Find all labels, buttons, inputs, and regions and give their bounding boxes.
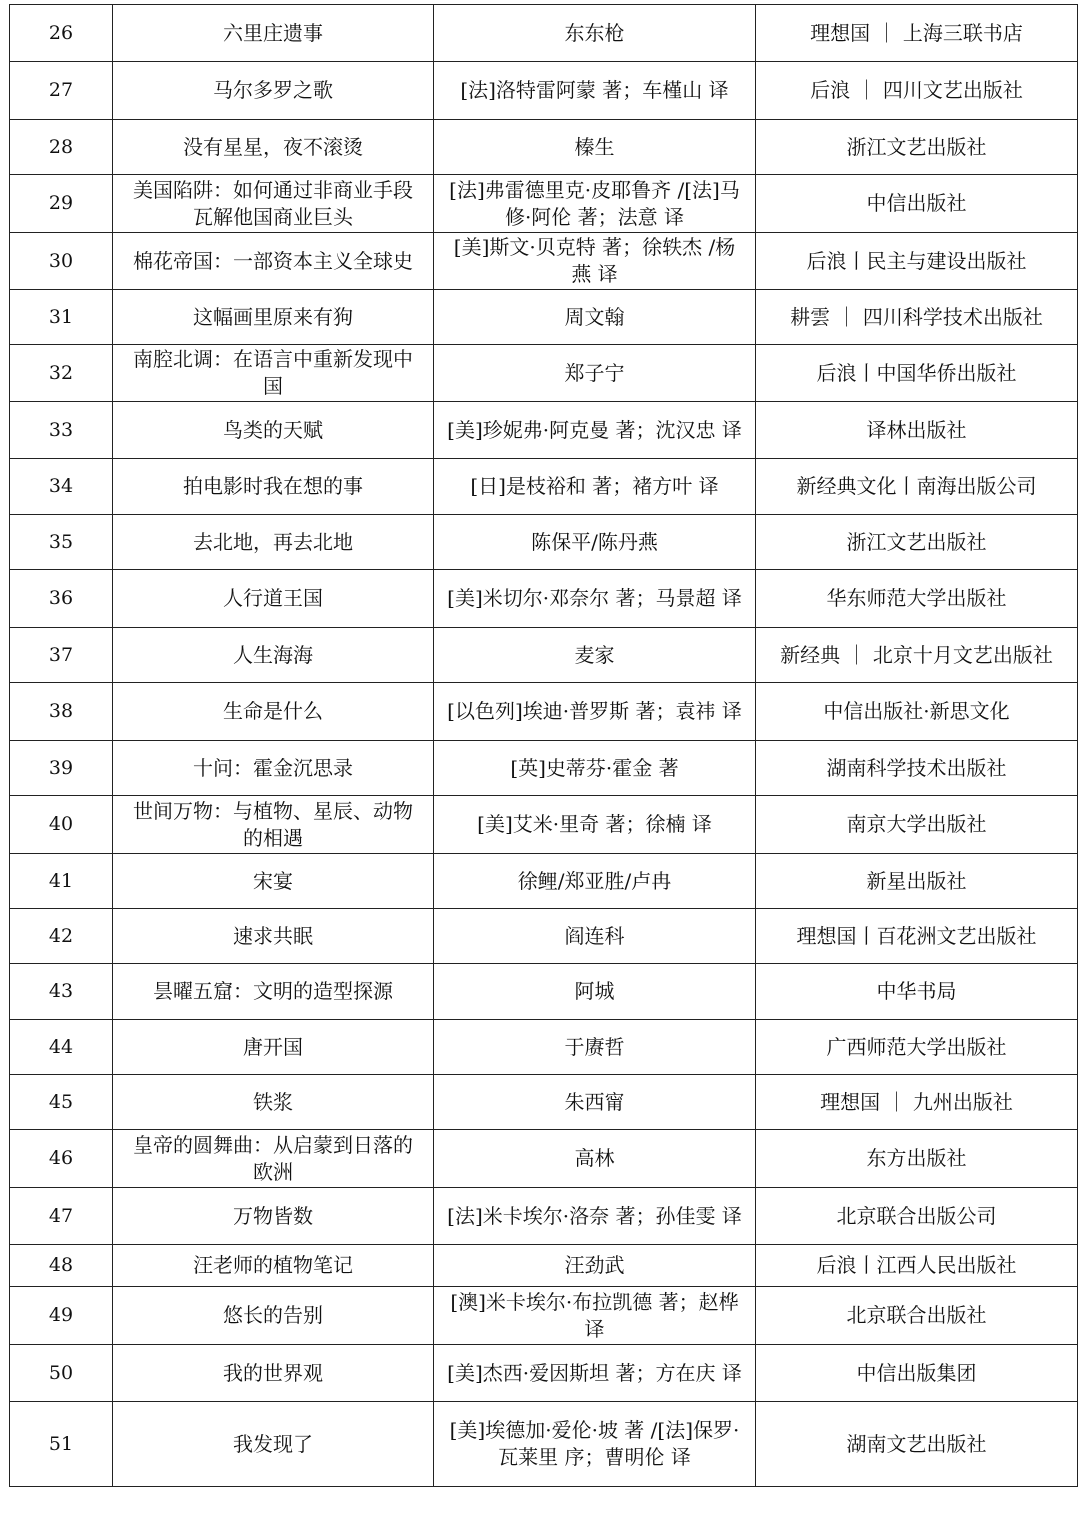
table-row [10,1020,1078,1075]
book-publisher: 后浪丨江西人民出版社 [756,1245,1078,1287]
book-author: [美]珍妮弗·阿克曼 著；沈汉忠 译 [434,402,756,459]
row-number: 37 [10,628,113,683]
book-title: 我发现了 [113,1402,434,1487]
book-publisher: 新经典 ｜ 北京十月文艺出版社 [756,628,1078,683]
row-number: 51 [10,1402,113,1487]
row-number: 41 [10,854,113,909]
row-number: 45 [10,1075,113,1130]
row-number: 44 [10,1020,113,1075]
table-row [10,796,1078,854]
book-title: 我的世界观 [113,1345,434,1402]
book-author: 榛生 [434,120,756,175]
row-number: 35 [10,515,113,570]
book-title: 去北地，再去北地 [113,515,434,570]
table-row [10,62,1078,120]
table-body [10,5,1078,1487]
row-number: 32 [10,345,113,402]
book-publisher: 后浪丨中国华侨出版社 [756,345,1078,402]
book-author: [法]弗雷德里克·皮耶鲁齐 /[法]马修·阿伦 著；法意 译 [434,175,756,233]
table-row [10,233,1078,290]
book-author: [日]是枝裕和 著；褚方叶 译 [434,459,756,515]
table-row [10,459,1078,515]
table-row [10,1188,1078,1245]
book-title: 六里庄遗事 [113,5,434,62]
row-number: 33 [10,402,113,459]
row-number: 47 [10,1188,113,1245]
table-row [10,1402,1078,1487]
book-author: 徐鲤/郑亚胜/卢冉 [434,854,756,909]
row-number: 31 [10,290,113,345]
row-number: 46 [10,1130,113,1188]
book-author: [法]米卡埃尔·洛奈 著；孙佳雯 译 [434,1188,756,1245]
table-row [10,683,1078,741]
book-publisher: 耕雲 ｜ 四川科学技术出版社 [756,290,1078,345]
book-author: [美]斯文·贝克特 著；徐轶杰 /杨燕 译 [434,233,756,290]
book-publisher: 新星出版社 [756,854,1078,909]
book-title: 这幅画里原来有狗 [113,290,434,345]
book-title: 鸟类的天赋 [113,402,434,459]
book-title: 皇帝的圆舞曲：从启蒙到日落的欧洲 [113,1130,434,1188]
row-number: 40 [10,796,113,854]
book-author: [美]杰西·爱因斯坦 著；方在庆 译 [434,1345,756,1402]
row-number: 34 [10,459,113,515]
row-number: 49 [10,1287,113,1345]
book-author: [美]艾米·里奇 著；徐楠 译 [434,796,756,854]
book-title: 唐开国 [113,1020,434,1075]
book-publisher: 中信出版社 [756,175,1078,233]
book-title: 美国陷阱：如何通过非商业手段瓦解他国商业巨头 [113,175,434,233]
book-title: 生命是什么 [113,683,434,741]
table-row [10,628,1078,683]
row-number: 36 [10,570,113,628]
row-number: 50 [10,1345,113,1402]
book-title: 没有星星，夜不滚烫 [113,120,434,175]
book-title: 南腔北调：在语言中重新发现中国 [113,345,434,402]
book-title: 速求共眠 [113,909,434,964]
book-author: [美]埃德加·爱伦·坡 著 /[法]保罗·瓦莱里 序；曹明伦 译 [434,1402,756,1487]
row-number: 29 [10,175,113,233]
book-author: 于赓哲 [434,1020,756,1075]
book-title: 拍电影时我在想的事 [113,459,434,515]
book-author: 阿城 [434,964,756,1020]
table-row [10,1345,1078,1402]
row-number: 26 [10,5,113,62]
book-author: 周文翰 [434,290,756,345]
book-publisher: 新经典文化丨南海出版公司 [756,459,1078,515]
table-row [10,515,1078,570]
row-number: 27 [10,62,113,120]
table-row [10,5,1078,62]
book-title: 人行道王国 [113,570,434,628]
table-row [10,854,1078,909]
book-author: 陈保平/陈丹燕 [434,515,756,570]
book-publisher: 浙江文艺出版社 [756,515,1078,570]
book-publisher: 北京联合出版社 [756,1287,1078,1345]
book-publisher: 译林出版社 [756,402,1078,459]
book-publisher: 中信出版集团 [756,1345,1078,1402]
table-row [10,964,1078,1020]
book-title: 悠长的告别 [113,1287,434,1345]
book-author: [法]洛特雷阿蒙 著；车槿山 译 [434,62,756,120]
book-publisher: 理想国 ｜ 上海三联书店 [756,5,1078,62]
book-publisher: 理想国 ｜ 九州出版社 [756,1075,1078,1130]
book-title: 世间万物：与植物、星辰、动物的相遇 [113,796,434,854]
table-row [10,402,1078,459]
table-row [10,1287,1078,1345]
book-publisher: 北京联合出版公司 [756,1188,1078,1245]
table-row [10,741,1078,796]
book-publisher: 湖南科学技术出版社 [756,741,1078,796]
book-title: 马尔多罗之歌 [113,62,434,120]
row-number: 42 [10,909,113,964]
book-author: 东东枪 [434,5,756,62]
book-author: 高林 [434,1130,756,1188]
book-author: [英]史蒂芬·霍金 著 [434,741,756,796]
book-author: 阎连科 [434,909,756,964]
row-number: 38 [10,683,113,741]
table-row [10,120,1078,175]
row-number: 48 [10,1245,113,1287]
book-title: 棉花帝国：一部资本主义全球史 [113,233,434,290]
book-author: 郑子宁 [434,345,756,402]
book-publisher: 湖南文艺出版社 [756,1402,1078,1487]
book-publisher: 东方出版社 [756,1130,1078,1188]
book-title: 十问：霍金沉思录 [113,741,434,796]
row-number: 28 [10,120,113,175]
table-row [10,290,1078,345]
book-publisher: 浙江文艺出版社 [756,120,1078,175]
table-row [10,345,1078,402]
book-publisher: 中信出版社·新思文化 [756,683,1078,741]
book-title: 宋宴 [113,854,434,909]
book-author: [美]米切尔·邓奈尔 著；马景超 译 [434,570,756,628]
book-publisher: 南京大学出版社 [756,796,1078,854]
table-row [10,1245,1078,1287]
row-number: 39 [10,741,113,796]
table-row [10,175,1078,233]
book-author: [以色列]埃迪·普罗斯 著；袁祎 译 [434,683,756,741]
book-title: 铁浆 [113,1075,434,1130]
row-number: 43 [10,964,113,1020]
book-publisher: 后浪 ｜ 四川文艺出版社 [756,62,1078,120]
book-author: 朱西甯 [434,1075,756,1130]
book-title: 昙曜五窟：文明的造型探源 [113,964,434,1020]
book-title: 人生海海 [113,628,434,683]
table-row [10,1075,1078,1130]
book-author: 麦家 [434,628,756,683]
book-publisher: 广西师范大学出版社 [756,1020,1078,1075]
table-row [10,1130,1078,1188]
book-author: [澳]米卡埃尔·布拉凯德 著；赵桦 译 [434,1287,756,1345]
book-title: 万物皆数 [113,1188,434,1245]
book-list-table [9,4,1078,1487]
book-publisher: 华东师范大学出版社 [756,570,1078,628]
book-title: 汪老师的植物笔记 [113,1245,434,1287]
book-publisher: 理想国丨百花洲文艺出版社 [756,909,1078,964]
book-publisher: 后浪丨民主与建设出版社 [756,233,1078,290]
table-row [10,909,1078,964]
book-publisher: 中华书局 [756,964,1078,1020]
table-row [10,570,1078,628]
row-number: 30 [10,233,113,290]
book-author: 汪劲武 [434,1245,756,1287]
